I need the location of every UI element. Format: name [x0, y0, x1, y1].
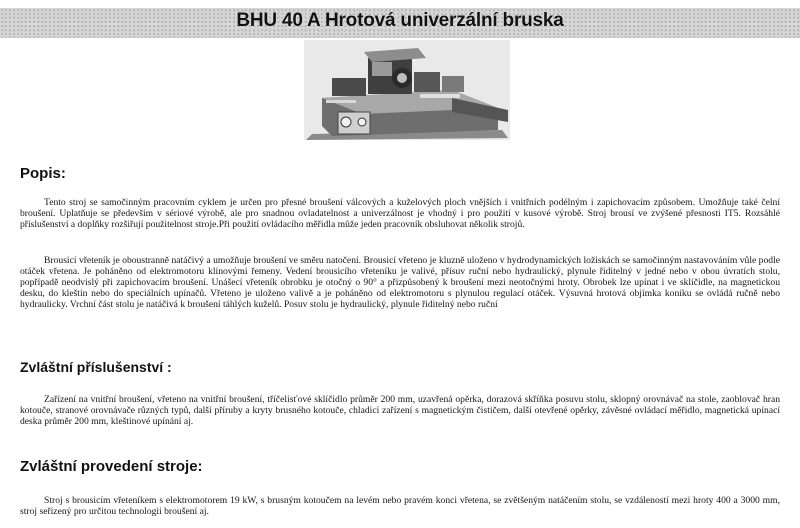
- paragraph-provedeni: Stroj s brousicím vřeteníkem s elektromotorem 19 kW, s brusným kotoučem na levém nebo pravém konci vřetena, se zvětšeným natáčením stolu, se vzdáleností mezi hroty 400 a 3000 mm, stroj seřízený pro určitou technologii broušení aj.: [20, 495, 780, 517]
- page-title: BHU 40 A Hrotová univerzální bruska: [236, 10, 564, 31]
- section-heading-popis: Popis:: [20, 165, 66, 182]
- section-heading-prislusenstvi: Zvláštní příslušenství :: [20, 359, 172, 375]
- paragraph-popis-2: Brousicí vřeteník je oboustranně natáčivý a umožňuje broušení ve směru natočení. Brousicí vřeteno je kluzně uloženo v hydrodynamických ložiskách se samočinným nastavováním vůle podle otáček vřetena. Je poháněno od elektromotoru klínovými řemeny. Vedení brousicího vřeteníku je valivé, přísuv ruční nebo hydraulický, plynule řiditelný v jedné nebo v obou úvratích stolu, popřípadě neodvislý při zapichovacím broušení. Unášecí vřeteník obrobku je otočný o 90° a přizpůsobený k broušení mezi neotočnými hroty. Obrobek lze upínat i ve sklíčidle, na magnetickou desku, do kleštin nebo do speciálních upínačů. Vřeteno je uloženo valivě a je poháněno od elektromotoru s plynulou regulací otáček. Výsuvná hrotová objímka koníku se ovládá ručně nebo hydraulicky. Vrchní část stolu je natáčivá k broušení táhlých kuželů. Posuv stolu je hydraulický, plynule řiditelný nebo ruční: [20, 255, 780, 310]
- paragraph-popis-1: Tento stroj se samočinným pracovním cyklem je určen pro přesné broušení válcových a kuželových ploch vnějších i vnitřních podélným i zapichovacím způsobem. Umožňuje také čelní broušení. Uplatňuje se především v sériové výrobě, ale pro snadnou ovladatelnost a univerzálnost je vhodný i pro použití v kusové výrobě. Stroj brousí ve zvýšené přesnosti IT5. Rozsáhlé příslušenství a doplňky rozšiřují použitelnost stroje.Při použití ovládacího měřidla může jeden pracovník obsluhovat několik strojů.: [20, 197, 780, 230]
- paragraph-prislusenstvi: Zařízení na vnitřní broušení, vřeteno na vnitřní broušení, tříčelisťové sklíčidlo průměr 200 mm, uzavřená opěrka, dorazová skříňka posuvu stolu, sklopný orovnávač na stole, zaoblovač hran kotouče, stranové orovnávače různých typů, další příruby a kryty brusného kotouče, chladicí zařízení s magnetickým čističem, další otevřené opěrky, závěsné ovládací měřidlo, magnetická upínací deska průměr 200 mm, kleštinové upínání aj.: [20, 394, 780, 427]
- section-heading-provedeni: Zvláštní provedení stroje:: [20, 458, 203, 475]
- machine-photo: [302, 38, 512, 142]
